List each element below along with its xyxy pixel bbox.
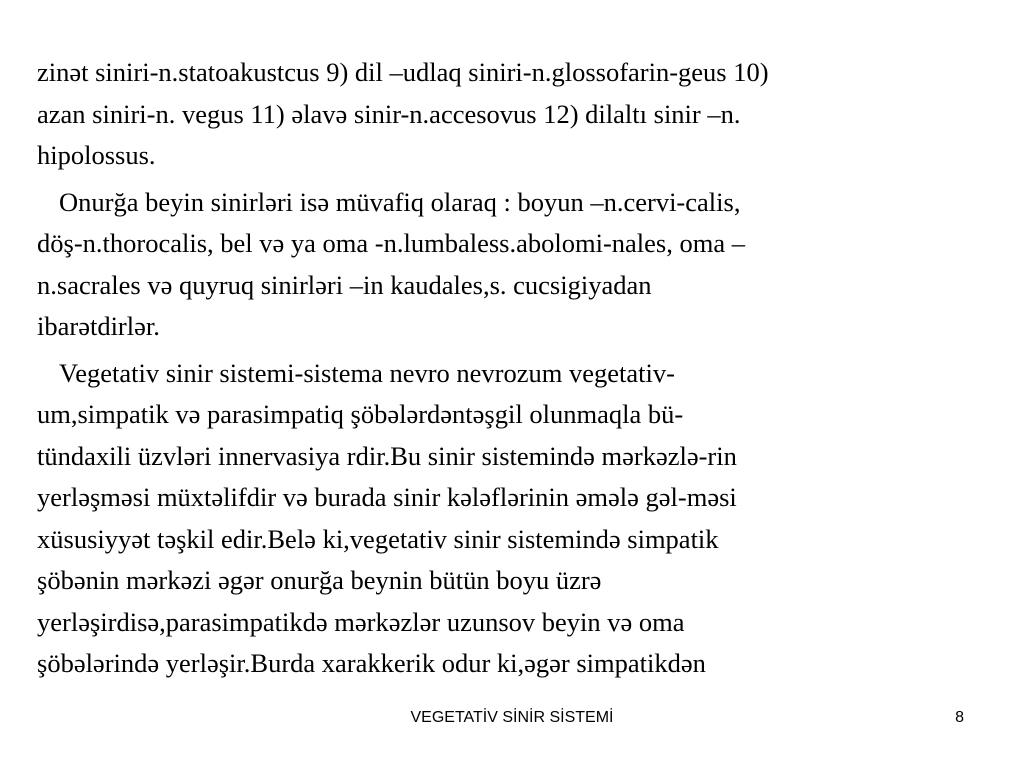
page-number: 8 [955,709,964,726]
text-line: yerləşirdisə,parasimpatikdə mərkəzlər uzunsov beyin və oma [37,606,685,637]
footer-title: VEGETATİV SİNİR SİSTEMİ [410,709,614,726]
text-line: zinət siniri-n.statoakustcus 9) dil –udlaq siniri-n.glossofarin-geus 10) [37,57,769,87]
text-line: hipolossus. [37,140,156,170]
text-line: döş-n.thorocalis, bel və ya oma -n.lumbaless.abolomi-nales, oma – [37,228,745,258]
text-line: xüsusiyyət təşkil edir.Belə ki,vegetativ sinir sistemində simpatik [37,523,719,554]
paragraph-cranial-nerves [37,52,997,177]
text-line: Vegetativ sinir sistemi-sistema nevro nevrozum vegetativ- [59,357,675,388]
text-line: ibarətdirlər. [37,311,160,341]
text-line: şöbənin mərkəzi əgər onurğa beynin bütün boyu üzrə [37,565,602,595]
paragraph-vegetative-system [37,353,997,685]
text-line: yerləşməsi müxtəlifdir və burada sinir kələflərinin əmələ gəl-məsi [37,482,737,512]
text-line: um,simpatik və parasimpatiq şöbələrdəntəşgil olunmaqla bü- [37,399,684,429]
text-line: azan siniri-n. vegus 11) əlavə sinir-n.accesovus 12) dilaltı sinir –n. [37,98,741,129]
text-line: n.sacrales və quyruq sinirləri –in kaudales,s. cucsigiyadan [37,269,652,300]
text-line: Onurğa beyin sinirləri isə müvafiq olaraq : boyun –n.cervi-calis, [59,186,741,217]
slide-body-text [37,52,997,690]
paragraph-spinal-nerves [37,182,997,348]
text-line: tündaxili üzvləri innervasiya rdir.Bu sinir sistemində mərkəzlə-rin [37,440,737,471]
text-line: şöbələrində yerləşir.Burda xarakkerik odur ki,əgər simpatikdən [37,648,706,678]
